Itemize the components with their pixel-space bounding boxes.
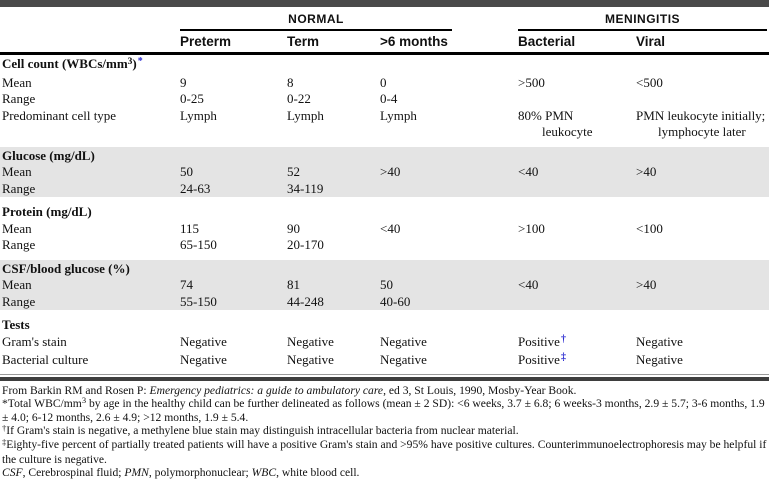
group-header-meningitis: MENINGITIS xyxy=(518,11,767,31)
cell-months xyxy=(378,237,516,254)
row-label: Bacterial culture xyxy=(2,352,89,367)
table-row-cell-count-mean xyxy=(0,75,769,92)
section-title-tests xyxy=(0,316,769,334)
cell-term: 90 xyxy=(287,220,300,236)
cell-term: 34-119 xyxy=(285,181,378,198)
cell-term: 52 xyxy=(285,164,378,181)
cell-preterm: 24-63 xyxy=(178,181,285,198)
cell-bacterial xyxy=(516,237,634,254)
cell-bacterial xyxy=(516,91,634,108)
section-title-cell-count-label xyxy=(0,54,769,75)
row-label: Mean xyxy=(2,220,32,236)
cell-months: Negative xyxy=(380,333,427,349)
column-header-row xyxy=(0,31,769,54)
footnote-double-dagger-marker: ‡ xyxy=(2,436,7,447)
row-label: Range xyxy=(0,181,178,198)
table-row-csf-mean xyxy=(0,277,769,294)
cell-months: Negative xyxy=(380,352,427,367)
column-header-preterm: Preterm xyxy=(178,31,285,54)
footnote-abbreviations xyxy=(2,466,767,479)
row-label: Range xyxy=(2,91,36,106)
footnotes-block xyxy=(0,381,769,479)
cell-bacterial: <40 xyxy=(516,277,634,294)
cell-preterm: 50 xyxy=(178,164,285,181)
cell-preterm: 9 xyxy=(180,74,187,90)
row-label: Mean xyxy=(0,277,178,294)
group-header-meningitis-cell xyxy=(516,11,769,31)
abbr-csf: CSF xyxy=(2,465,23,479)
section-title-csf-blood-glucose-label: CSF/blood glucose (%) xyxy=(0,260,769,278)
table-row-glucose-range xyxy=(0,181,769,198)
cell-term: Negative xyxy=(287,352,334,367)
cell-preterm: 74 xyxy=(178,277,285,294)
footnote-dagger-marker: † xyxy=(2,422,7,433)
cell-months: <40 xyxy=(380,220,401,236)
cell-preterm: Negative xyxy=(180,352,227,367)
footnote-source xyxy=(2,384,767,397)
abbr-pmn-def: , polymorphonuclear; xyxy=(148,465,252,479)
cell-bacterial: >100 xyxy=(518,220,545,236)
section-title-tests-label: Tests xyxy=(2,317,30,332)
table-bottom-rule-thin xyxy=(0,374,769,375)
footnote-double-dagger-text: Eighty-five percent of partially treated patients will have a positive Gram's stain and >95% have positive cultures. Counterimmunoelectrophoresis may be helpful if the culture is negative. xyxy=(2,438,767,466)
abbr-pmn: PMN xyxy=(124,465,149,479)
cell-count-superscript: 3 xyxy=(127,56,133,67)
viral-predominant-line2: lymphocyte later xyxy=(658,124,746,139)
cell-viral xyxy=(634,294,769,311)
bacterial-culture-bacterial-value: Positive xyxy=(518,352,560,367)
cell-bacterial xyxy=(516,352,634,371)
footnote-wbc-text: by age in the healthy child can be further delineated as follows (mean ± 2 SD): <6 weeks, 3.7 ± 6.8; 6 weeks-3 months, 2.9 ± 5.7; 3-6 months, 1.9 ± 4.0; 6-12 months, 2.6 ± 4.9; >12 months, 1.9 ± 5.4. xyxy=(2,396,765,424)
cell-bacterial xyxy=(516,334,634,353)
abbr-wbc-def: , white blood cell. xyxy=(276,465,360,479)
cell-bacterial: <40 xyxy=(516,164,634,181)
footnote-dagger xyxy=(2,424,767,438)
cell-preterm: 0-25 xyxy=(180,91,204,106)
footnote-source-prefix: From Barkin RM and Rosen P: xyxy=(2,383,150,397)
abbr-csf-def: , Cerebrospinal fluid; xyxy=(22,465,125,479)
cell-viral: <500 xyxy=(636,74,663,90)
row-label: Gram's stain xyxy=(2,333,67,349)
cell-months: Lymph xyxy=(380,107,417,123)
cell-bacterial xyxy=(516,108,634,141)
footnote-source-title: Emergency pediatrics: a guide to ambulatory care xyxy=(149,383,384,397)
cell-term: 0-22 xyxy=(287,91,311,106)
cell-preterm: 55-150 xyxy=(178,294,285,311)
row-label: Predominant cell type xyxy=(2,107,117,123)
cell-months: 50 xyxy=(378,277,516,294)
cell-bacterial: >500 xyxy=(518,74,545,90)
section-title-csf-blood-glucose xyxy=(0,260,769,278)
cell-bacterial xyxy=(516,294,634,311)
dagger-marker: † xyxy=(560,333,566,345)
column-header-viral: Viral xyxy=(634,31,769,54)
table-row-predominant-cell-type xyxy=(0,108,769,141)
cell-months: >40 xyxy=(378,164,516,181)
cell-viral: >40 xyxy=(634,164,769,181)
cell-months xyxy=(378,181,516,198)
cell-term: 20-170 xyxy=(287,237,324,252)
table-row-cell-count-range xyxy=(0,91,769,108)
csf-table xyxy=(0,11,769,371)
bacterial-predominant-line1: 80% PMN xyxy=(518,107,574,123)
cell-preterm: 115 xyxy=(180,220,200,236)
cell-count-title-text: Cell count (WBCs/mm xyxy=(2,56,128,71)
footnote-dagger-text: If Gram's stain is negative, a methylene blue stain may distinguish intracellular bacteria from nuclear material. xyxy=(6,424,519,438)
top-rule-bar xyxy=(0,0,769,7)
cell-viral xyxy=(634,181,769,198)
column-header-bacterial: Bacterial xyxy=(516,31,634,54)
cell-viral xyxy=(634,237,769,254)
cell-preterm: Negative xyxy=(180,333,227,349)
table-row-gram-stain xyxy=(0,334,769,353)
cell-preterm: Lymph xyxy=(180,107,217,123)
row-label: Mean xyxy=(0,164,178,181)
viral-predominant-line1: PMN leukocyte initially; xyxy=(636,107,766,123)
group-header-spacer xyxy=(0,11,178,31)
double-dagger-marker: ‡ xyxy=(560,352,566,363)
table-row-protein-range xyxy=(0,237,769,254)
abbr-wbc: WBC xyxy=(251,465,277,479)
section-title-glucose-label: Glucose (mg/dL) xyxy=(0,147,769,165)
cell-term: 81 xyxy=(285,277,378,294)
footnote-wbc-superscript: 3 xyxy=(81,395,87,406)
bacterial-predominant-line2: leukocyte xyxy=(542,124,593,139)
cell-bacterial xyxy=(516,181,634,198)
cell-viral: <100 xyxy=(636,220,663,236)
cell-preterm: 65-150 xyxy=(180,237,217,252)
cell-months: 0 xyxy=(380,74,387,90)
cell-term: Lymph xyxy=(287,107,324,123)
footnote-wbc-note xyxy=(2,397,767,424)
footnote-source-suffix: , ed 3, St Louis, 1990, Mosby-Year Book. xyxy=(383,383,577,397)
cell-viral: >40 xyxy=(634,277,769,294)
row-label: Range xyxy=(2,237,36,252)
column-header-blank xyxy=(0,31,178,54)
row-label: Range xyxy=(0,294,178,311)
cell-viral xyxy=(634,108,769,141)
cell-months: 40-60 xyxy=(378,294,516,311)
cell-count-title-close: ) xyxy=(132,56,137,71)
section-title-cell-count xyxy=(0,54,769,75)
section-title-protein-label: Protein (mg/dL) xyxy=(2,204,92,219)
cell-viral: Negative xyxy=(636,333,683,349)
cell-viral xyxy=(634,91,769,108)
column-header-months: >6 months xyxy=(378,31,516,54)
cell-term: 44-248 xyxy=(285,294,378,311)
footnote-double-dagger xyxy=(2,438,767,465)
table-row-bacterial-culture xyxy=(0,352,769,371)
footnote-wbc-prefix: *Total WBC/mm xyxy=(2,396,82,410)
column-header-term: Term xyxy=(285,31,378,54)
cell-months: 0-4 xyxy=(380,91,398,106)
gram-stain-bacterial-value: Positive xyxy=(518,333,560,349)
cell-term: Negative xyxy=(287,333,334,349)
group-header-normal: NORMAL xyxy=(180,11,452,31)
table-row-protein-mean xyxy=(0,221,769,238)
cell-term: 8 xyxy=(287,74,294,90)
table-row-glucose-mean xyxy=(0,164,769,181)
row-label: Mean xyxy=(2,74,32,90)
table-row-csf-range xyxy=(0,294,769,311)
section-title-protein xyxy=(0,203,769,221)
group-header-normal-cell xyxy=(178,11,516,31)
cell-viral: Negative xyxy=(636,352,683,367)
group-header-row xyxy=(0,11,769,31)
asterisk-marker: * xyxy=(137,56,143,67)
section-title-glucose xyxy=(0,147,769,165)
